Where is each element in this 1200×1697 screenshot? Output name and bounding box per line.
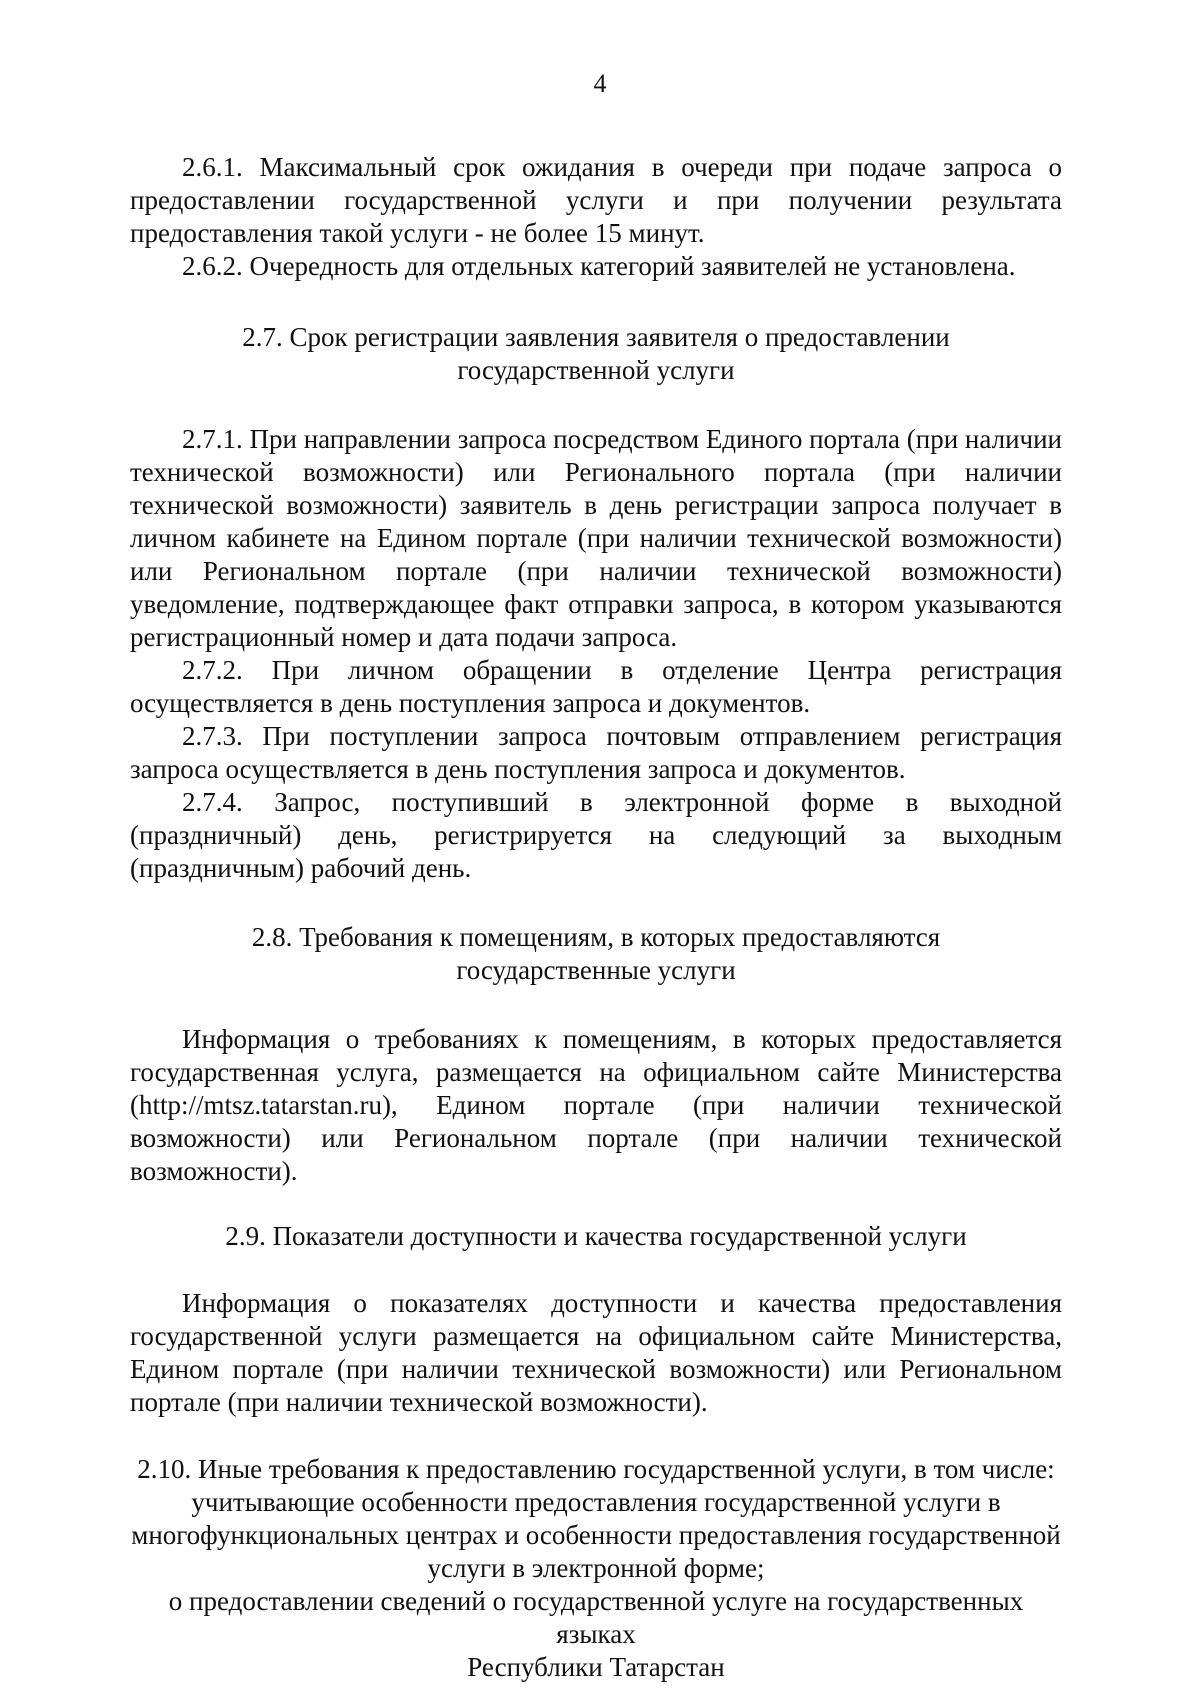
paragraph-2-6-1: 2.6.1. Максимальный срок ожидания в очереди при подаче запроса о предоставлении государственной услуги и при получении результата предоставления такой услуги - не более 15 минут. <box>130 152 1062 248</box>
paragraph-2-9: Информация о показателях доступности и качества предоставления государственной услуги размещается на официальном сайте Министерства, Едином портале (при наличии технической возможности) или Региональном портале (при наличии технической возможности). <box>130 1288 1062 1417</box>
paragraph-2-6-2: 2.6.2. Очередность для отдельных категорий заявителей не установлена. <box>182 251 1016 281</box>
heading-line: 2.10. Иные требования к предоставлению государственной услуги, в том числе: <box>137 1454 1055 1484</box>
paragraph-2-7-3: 2.7.3. При поступлении запроса почтовым отправлением регистрация запроса осуществляется в день поступления запроса и документов. <box>130 721 1062 784</box>
section-heading-2-9 <box>130 1220 1062 1253</box>
paragraph-2-7-1: 2.7.1. При направлении запроса посредством Единого портала (при наличии технической возможности) или Регионального портала (при наличии технической возможности) заявитель в день регистрации запроса получает в личном кабинете на Едином портале (при наличии технической возможности) или Региональном портале (при наличии технической возможности) уведомление, подтверждающее факт отправки запроса, в котором указываются регистрационный номер и дата подачи запроса. <box>130 424 1062 652</box>
heading-line: о предоставлении сведений о государственной услуге на государственных языках <box>168 1586 1024 1649</box>
section-heading-2-8 <box>130 921 1062 987</box>
heading-line: Республики Татарстан <box>467 1652 725 1682</box>
paragraph-2-7-4: 2.7.4. Запрос, поступивший в электронной форме в выходной (праздничный) день, регистрируется на следующий за выходным (праздничным) рабочий день. <box>130 787 1062 883</box>
paragraph-2-7-2: 2.7.2. При личном обращении в отделение Центра регистрация осуществляется в день поступления запроса и документов. <box>130 655 1062 718</box>
section-heading-2-10 <box>130 1453 1062 1684</box>
page-number: 4 <box>593 69 607 98</box>
heading-line: учитывающие особенности предоставления государственной услуги в <box>191 1487 1001 1517</box>
heading-line: 2.7. Срок регистрации заявления заявителя о предоставлении <box>242 322 950 352</box>
heading-line: 2.8. Требования к помещениям, в которых предоставляются <box>251 922 941 952</box>
heading-line: государственные услуги <box>456 955 736 985</box>
paragraph-2-8: Информация о требованиях к помещениям, в которых предоставляется государственная услуга, размещается на официальном сайте Министерства (http://mtsz.tatarstan.ru), Едином портале (при наличии технической возможности) или Региональном портале (при наличии технической возможности). <box>130 1024 1062 1186</box>
heading-line: государственной услуги <box>457 355 735 385</box>
section-heading-2-7 <box>130 321 1062 387</box>
heading-line: многофункциональных центрах и особенности предоставления государственной <box>131 1520 1061 1550</box>
heading-line: 2.9. Показатели доступности и качества государственной услуги <box>225 1221 967 1251</box>
heading-line: услуги в электронной форме; <box>427 1553 765 1583</box>
document-body <box>130 151 1062 1684</box>
